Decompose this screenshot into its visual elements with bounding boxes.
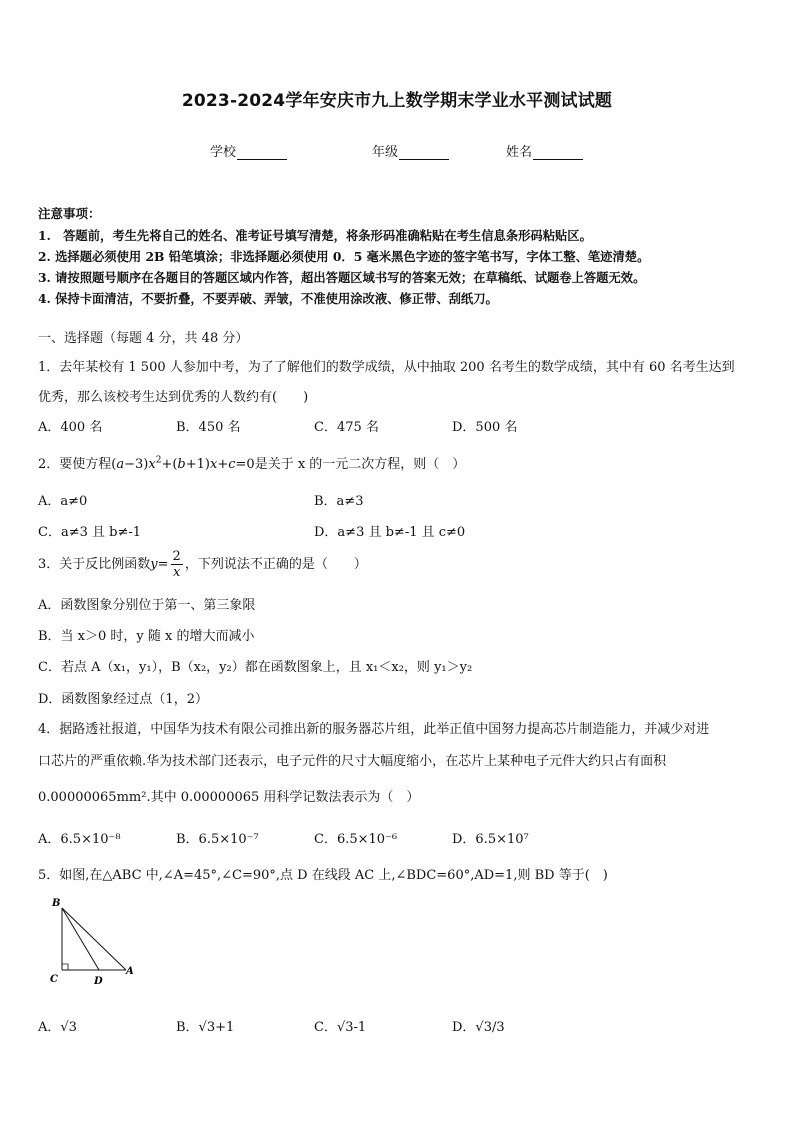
school-label: 学校 — [210, 145, 237, 160]
q2-option-c[interactable]: C．a≠3 且 b≠-1 — [38, 525, 142, 540]
grade-label: 年级 — [372, 145, 399, 160]
notice-item: 3. 请按照题号顺序在各题目的答题区域内作答，超出答题区域书写的答案无效；在草稿纸、试题卷上答题无效。 — [38, 270, 646, 285]
q4-line3-rest: .其中 0.00000065 用科学记数法表示为（ ） — [146, 790, 420, 805]
label-d: D — [94, 976, 103, 987]
q5-stem: 5．如图,在△ABC 中,∠A=45°,∠C=90°,点 D 在线段 AC 上,∠BDC=60°,AD=1,则 BD 等于( ) — [38, 868, 608, 883]
label-b: B — [52, 898, 61, 909]
q4-option-a[interactable]: A．6.5×10⁻⁸ — [38, 832, 121, 847]
q3-fraction-den: x — [173, 565, 181, 580]
q1-option-c[interactable]: C．475 名 — [314, 420, 379, 435]
q1-option-a[interactable]: A．400 名 — [38, 420, 103, 435]
name-label: 姓名 — [506, 145, 533, 160]
q2-option-a[interactable]: A．a≠0 — [38, 494, 88, 509]
label-c: C — [50, 974, 58, 985]
notice-heading: 注意事项： — [38, 206, 101, 221]
q2-suffix: 是关于 x 的一元二次方程，则（ ） — [254, 457, 466, 472]
notice-item: 4. 保持卡面清洁，不要折叠，不要弄破、弄皱，不准使用涂改液、修正带、刮纸刀。 — [38, 291, 498, 306]
q4-line2: 口芯片的严重依赖.华为技术部门还表示，电子元件的尺寸大幅度缩小，在芯片上某种电子元件大约只占有面积 — [38, 754, 667, 769]
q4-option-c[interactable]: C．6.5×10⁻⁶ — [314, 832, 398, 847]
q5-option-b[interactable]: B．√3+1 — [176, 1020, 235, 1035]
q4-line3 — [38, 786, 419, 805]
q2-prefix: 2．要使方程 — [38, 457, 112, 472]
school-blank[interactable] — [237, 147, 287, 160]
right-angle-mark — [62, 964, 68, 970]
q3-option-b[interactable]: B．当 x＞0 时，y 随 x 的增大而减小 — [38, 629, 255, 644]
q1-option-d[interactable]: D．500 名 — [452, 420, 518, 435]
q4-line1: 4．据路透社报道，中国华为技术有限公司推出新的服务器芯片组，此举正值中国努力提高芯片制造能力，并减少对进 — [38, 722, 710, 737]
q2-stem — [38, 453, 465, 472]
section-title: 一、选择题（每题 4 分，共 48 分） — [38, 331, 249, 346]
page-title: 2023-2024学年安庆市九上数学期末学业水平测试试题 — [181, 91, 613, 111]
q1-line2: 优秀，那么该校考生达到优秀的人数约有( ) — [38, 390, 309, 405]
school-field[interactable] — [210, 141, 287, 160]
name-blank[interactable] — [533, 147, 583, 160]
q1-line1: 1．去年某校有 1 500 人参加中考，为了了解他们的数学成绩，从中抽取 200 名考生的数学成绩，其中有 60 名考生达到 — [38, 360, 735, 375]
q2-option-b[interactable]: B．a≠3 — [314, 494, 364, 509]
notice-item: 2. 选择题必须使用 2B 铅笔填涂；非选择题必须使用 0．5 毫米黑色字迹的签字笔书写，字体工整、笔迹清楚。 — [38, 249, 650, 264]
q2-option-d[interactable]: D．a≠3 且 b≠-1 且 c≠0 — [314, 525, 466, 540]
q3-stem: 3．关于反比例函数y= $\frac{2}{x}$ ，下列说法不正确的是（ ） — [38, 549, 367, 580]
q5-option-c[interactable]: C．√3-1 — [314, 1020, 367, 1035]
q4-value: 0.00000065mm² — [38, 790, 147, 805]
q3-option-c[interactable]: C．若点 A（x₁，y₁），B（x₂，y₂）都在函数图象上，且 x₁＜x₂，则 y₁＞y₂ — [38, 660, 473, 675]
q1-option-b[interactable]: B．450 名 — [176, 420, 241, 435]
name-field[interactable] — [506, 141, 583, 160]
grade-field[interactable] — [372, 141, 449, 160]
q3-option-d[interactable]: D．函数图象经过点（1，2） — [38, 692, 208, 707]
q3-suffix: ，下列说法不正确的是（ ） — [184, 557, 367, 572]
q3-option-a[interactable]: A．函数图象分别位于第一、第三象限 — [38, 598, 256, 613]
q5-option-d[interactable]: D．√3/3 — [452, 1020, 505, 1035]
label-a: A — [126, 966, 134, 977]
grade-blank[interactable] — [399, 147, 449, 160]
q3-fraction-num: 2 — [172, 549, 181, 564]
q4-option-b[interactable]: B．6.5×10⁻⁷ — [176, 832, 259, 847]
q2-equation: $(a-3)x^2+(b+1)x+c=0$ — [111, 455, 255, 472]
q3-fraction — [171, 549, 183, 580]
notice-item: 1. 答题前，考生先将自己的姓名、准考证号填写清楚，将条形码准确粘贴在考生信息条形码粘贴区。 — [38, 228, 592, 243]
q4-option-d[interactable]: D．6.5×10⁷ — [452, 832, 529, 847]
triangle-figure — [44, 894, 144, 990]
q3-prefix: 3．关于反比例函数 — [38, 557, 151, 572]
q5-option-a[interactable]: A．√3 — [38, 1020, 77, 1035]
